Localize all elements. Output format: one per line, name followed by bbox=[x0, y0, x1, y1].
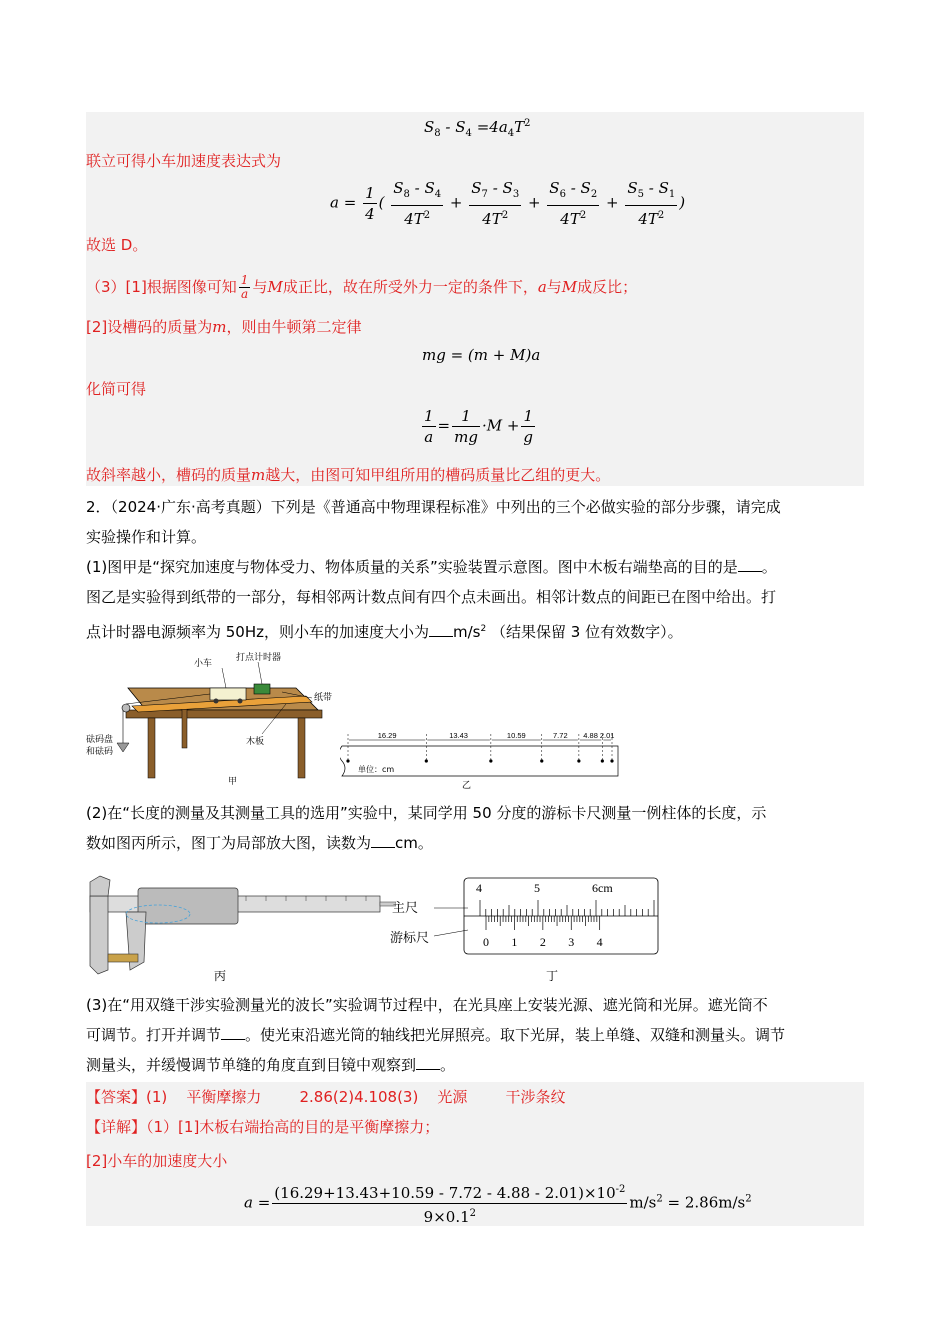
caption-ding: 丁 bbox=[546, 969, 559, 983]
main-scale-label: 4 bbox=[476, 881, 482, 895]
label-vernier-scale: 游标尺 bbox=[390, 931, 430, 946]
equation-acceleration: a = $\frac{1}{4}$ ( $\frac{S_8 - S_4}{4T^2}$ + $\frac{S_7 - S_3}{4T^2}$ + $\frac{S_6 - S_2}{4T^2}$ + $\frac{S_5 - S_1}{4T^2}$ ) bbox=[330, 179, 686, 228]
q2-part1-line2: 图乙是实验得到纸带的一部分，每相邻两计数点间有四个点未画出。相邻计数点的间距已在图中给出。打 bbox=[86, 588, 777, 606]
q2-part3-line3: 测量头，并缓慢调节单缝的角度直到目镜中观察到 。 bbox=[86, 1056, 456, 1074]
question2-title-cont: 实验操作和计算。 bbox=[86, 528, 207, 546]
simplify-label: 化简可得 bbox=[86, 380, 147, 398]
vernier-scale-label: 1 bbox=[511, 935, 518, 949]
figure-jia-apparatus bbox=[86, 648, 346, 788]
tape-dot bbox=[577, 759, 580, 762]
vernier-scale-label: 4 bbox=[596, 935, 603, 949]
tape-spacing-label: 10.59 bbox=[506, 731, 526, 740]
label-weights-2: 和砝码 bbox=[86, 747, 114, 757]
q2-part3-line2: 可调节。打开并调节 。使光束沿遮光筒的轴线把光屏照亮。取下光屏，装上单缝、双缝和测量头。调节 bbox=[86, 1026, 786, 1044]
tape-dot bbox=[346, 759, 349, 762]
label-car: 小车 bbox=[194, 659, 213, 669]
vernier-scale-label: 2 bbox=[539, 935, 546, 949]
tape-dot bbox=[610, 759, 613, 762]
answer-blank bbox=[371, 833, 395, 848]
equation-newton: mg = (m + M)a bbox=[422, 346, 541, 364]
label-tape: 纸带 bbox=[314, 693, 333, 703]
tape-spacing-label: 7.72 bbox=[553, 731, 568, 740]
caption-bing: 丙 bbox=[214, 969, 227, 983]
q2-part1-line1: (1)图甲是“探究加速度与物体受力、物体质量的关系”实验装置示意图。图中木板右端垫高的目的是 。 bbox=[86, 558, 777, 576]
q2-part1-line3: 点计时器电源频率为 50Hz，则小车的加速度大小为 $m/s^2$ （结果保留 3 位有效数字）。 bbox=[86, 623, 683, 641]
part3-step1: （3）[1]根据图像可知 $\frac{1}{a}$ 与M成正比，故在所受外力一定的条件下，a与M成反比； bbox=[86, 273, 638, 301]
vernier-scale-label: 3 bbox=[568, 935, 575, 949]
combine-label: 联立可得小车加速度表达式为 bbox=[86, 152, 282, 170]
tape-spacing-label: 13.43 bbox=[449, 731, 468, 740]
tape-unit: 单位：cm bbox=[358, 765, 395, 774]
main-scale-label: 6cm bbox=[592, 881, 613, 895]
label-board: 木板 bbox=[246, 737, 265, 747]
equation-reciprocal: $\frac{1}{a}$ = $\frac{1}{mg}$ ·M + $\frac{1}{g}$ bbox=[424, 407, 534, 446]
caption-yi: 乙 bbox=[462, 781, 472, 790]
tape-dot bbox=[425, 759, 428, 762]
figure-ding-vernier-zoom bbox=[390, 876, 670, 986]
equation-acceleration-result: a = $\frac{(16.29+13.43+10.59 - 7.72 - 4.88 - 2.01)\times 10^{-2}}{9\times 0.1^2}$ $m/s^2 = 2.86m/s^2$ bbox=[244, 1180, 752, 1227]
answer-blank bbox=[221, 1025, 245, 1040]
question2-title: 2．（2024·广东·高考真题）下列是《普通高中物理课程标准》中列出的三个必做实验的部分步骤，请完成 bbox=[86, 498, 781, 516]
answer-blank bbox=[416, 1055, 440, 1070]
detail-line1: 【详解】（1）[1]木板右端抬高的目的是平衡摩擦力； bbox=[86, 1118, 440, 1136]
answer-blank bbox=[429, 622, 453, 637]
detail-line2: [2]小车的加速度大小 bbox=[86, 1152, 228, 1170]
tape-spacing-label: 4.88 bbox=[583, 731, 598, 740]
q2-part3-line1: (3)在“用双缝干涉实验测量光的波长”实验调节过程中，在光具座上安装光源、遮光筒和光屏。遮光筒不 bbox=[86, 996, 768, 1014]
figure-yi-tape bbox=[340, 728, 630, 790]
answer-blank bbox=[738, 557, 762, 572]
part3-conclusion: 故斜率越小，槽码的质量m越大，由图可知甲组所用的槽码质量比乙组的更大。 bbox=[86, 466, 611, 484]
conclusion-text: 故选 D。 bbox=[86, 236, 148, 254]
q2-part2-line1: (2)在“长度的测量及其测量工具的选用”实验中，某同学用 50 分度的游标卡尺测量一例柱体的长度，示 bbox=[86, 804, 767, 822]
answer-line: 【答案】(1) 平衡摩擦力 2.86(2)4.108(3) 光源 干涉条纹 bbox=[86, 1088, 566, 1106]
label-weights: 砝码盘 bbox=[86, 735, 114, 745]
part3-step2: [2]设槽码的质量为m，则由牛顿第二定律 bbox=[86, 318, 362, 336]
tape-dot bbox=[601, 759, 604, 762]
label-timer: 打点计时器 bbox=[236, 653, 282, 663]
label-main-scale: 主尺 bbox=[392, 901, 419, 916]
main-scale-label: 5 bbox=[534, 881, 540, 895]
tape-spacing-label: 2.01 bbox=[599, 731, 615, 740]
tape-dot bbox=[489, 759, 492, 762]
equation-s8-s4: $S_8 - S_4 =4a_4T^2$ bbox=[424, 118, 531, 139]
caption-jia: 甲 bbox=[228, 777, 238, 787]
tape-spacing-label: 16.29 bbox=[377, 731, 397, 740]
q2-part2-line2: 数如图丙所示，图丁为局部放大图，读数为 cm。 bbox=[86, 834, 433, 852]
tape-dot bbox=[540, 759, 543, 762]
vernier-scale-label: 0 bbox=[483, 935, 489, 949]
figure-bing-caliper bbox=[86, 862, 396, 984]
